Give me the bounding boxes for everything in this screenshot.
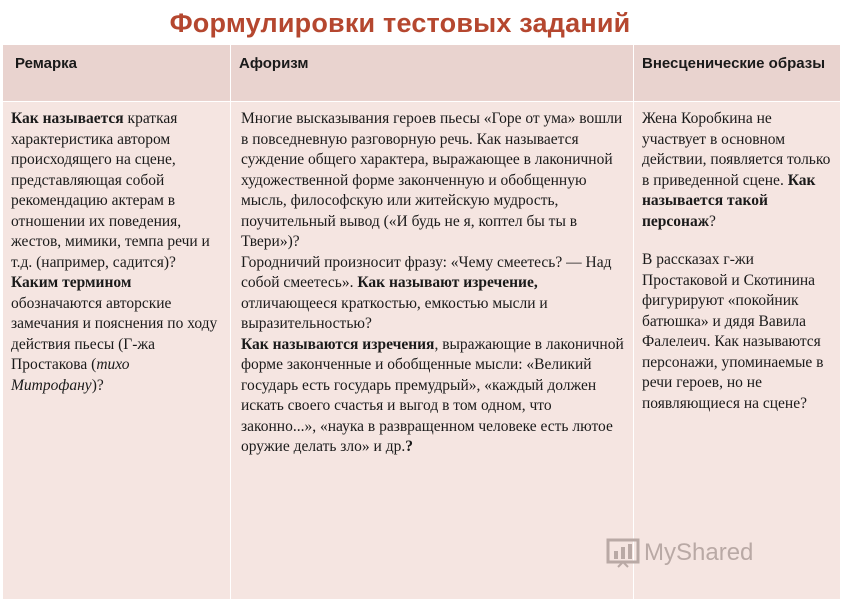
col2-run: Городничий произносит фразу: «Чему смеетесь? — Над собой смеетесь». (241, 253, 612, 291)
col1-run: )? (91, 376, 104, 394)
col2-run: ? (405, 438, 413, 455)
cell-aforizm-text (241, 109, 627, 458)
col2-run: , выражающие в лаконичной форме законченные и обобщенные мысли: «Великий государь есть государь премудрый», «каждый должен искать своего счастья и выгод в том одном, что законно...», «наука в развращенном человеке есть лютое оружие делать зло» и др. (241, 335, 624, 455)
header-vnescenicheskie: Внесценические образы (634, 45, 841, 102)
slide-title: Формулировки тестовых заданий (169, 8, 631, 38)
cell-vnescenicheskie (634, 102, 841, 600)
cell-aforizm (231, 102, 634, 600)
col1-run: Как называется (11, 110, 124, 127)
table-header-row (3, 45, 841, 102)
col3_b-run: В рассказах г-жи Простаковой и Скотинина фигурируют «покойник батюшка» и дядя Вавила Фалелеич. Как называются персонажи, упоминаемые в речи героев, но не появляющиеся на сцене? (642, 251, 824, 412)
header-remarka: Ремарка (3, 45, 231, 102)
watermark-text: MyShared (644, 539, 754, 566)
col1-run: краткая характеристика автором происходящего на сцене, представляющая собой рекомендацию актерам в отношении их поведения, жестов, мимики, темпа речи и т.д. (например, садится)? (11, 110, 210, 271)
col2-run: Как называют изречение, (357, 274, 538, 291)
col2-run: Как называются изречения (241, 335, 435, 353)
col1-run: обозначаются авторские замечания и пояснения по ходу действия пьесы (Г-жа Простакова ( (11, 294, 218, 373)
cell-remarka (3, 102, 231, 600)
tasks-table (2, 44, 841, 600)
myshared-watermark (606, 538, 753, 568)
col2-run: отличающееся краткостью, емкостью мысли и выразительностью? (241, 294, 548, 332)
header-aforizm: Афоризм (231, 45, 634, 102)
col1-run: тихо Митрофану (11, 356, 130, 394)
cell-vnescenicheskie-text-2 (642, 250, 836, 414)
col3_a-run: Как называется такой персонаж (642, 171, 816, 230)
col1-run: Каким термином (11, 274, 132, 291)
cell-remarka-text (11, 109, 224, 396)
col3_a-run: ? (708, 212, 716, 230)
presentation-icon (606, 538, 640, 568)
cell-vnescenicheskie-text-1 (642, 109, 836, 232)
table-row (3, 102, 841, 600)
col3_a-run: Жена Коробкина не участвует в основном действии, появляется только в приведенной сцене. (642, 110, 831, 189)
col2-run: Многие высказывания героев пьесы «Горе от ума» вошли в повседневную разговорную речь. Как называется суждение общего характера, выражающее в лаконичной художественной форме законченную и обобщенную мысль, философскую или житейскую мудрость, поучительный вывод («И будь не я, коптел бы ты в Твери»)? (241, 110, 623, 250)
